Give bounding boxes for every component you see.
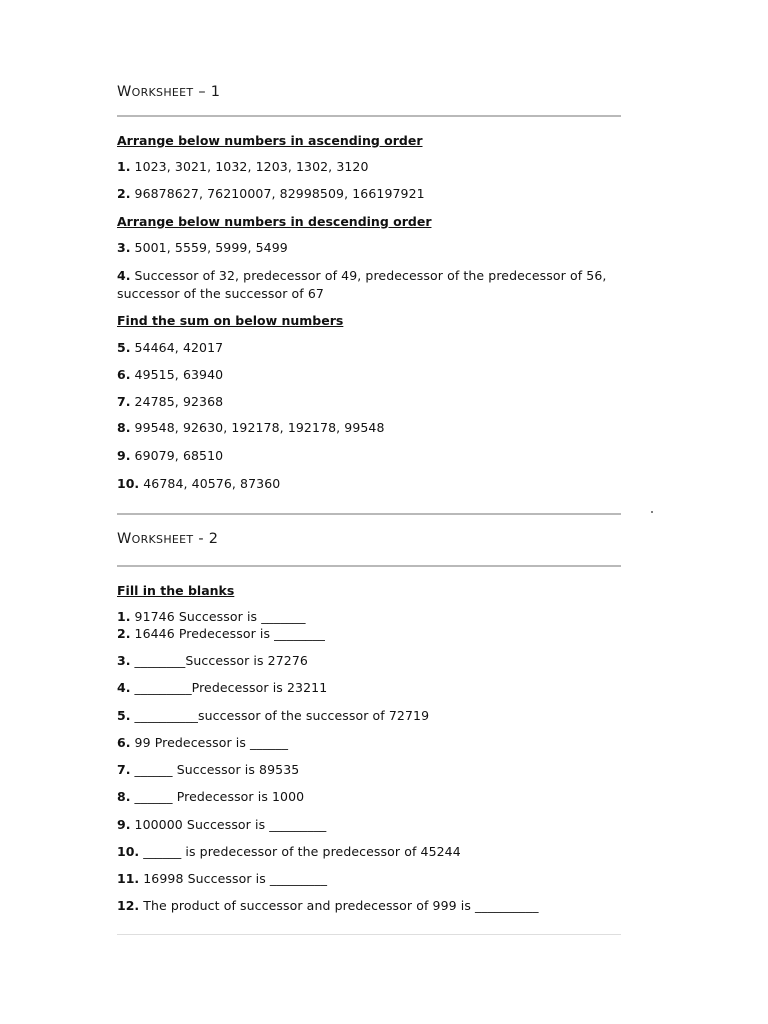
question-9: 9. 69079, 68510: [117, 448, 224, 463]
blank-question-8: 8. ______ Predecessor is 1000: [117, 789, 305, 804]
blank-question-6: 6. 99 Predecessor is ______: [117, 735, 289, 750]
blank-question-3: 3. ________Successor is 27276: [117, 653, 308, 668]
divider: [117, 115, 621, 117]
question-6: 6. 49515, 63940: [117, 367, 224, 382]
blank-question-9: 9. 100000 Successor is _________: [117, 817, 327, 832]
stray-dot: [651, 511, 653, 513]
question-3: 3. 5001, 5559, 5999, 5499: [117, 240, 288, 255]
blank-question-4: 4. _________Predecessor is 23211: [117, 680, 328, 695]
question-1: 1. 1023, 3021, 1032, 1203, 1302, 3120: [117, 159, 369, 174]
blank-question-10: 10. ______ is predecessor of the predecessor of 45244: [117, 844, 461, 859]
blank-question-11: 11. 16998 Successor is _________: [117, 871, 328, 886]
section-title-descending: Arrange below numbers in descending order: [117, 214, 432, 229]
blank-question-12: 12. The product of successor and predecessor of 999 is __________: [117, 898, 539, 913]
divider: [117, 565, 621, 567]
section-title-ascending: Arrange below numbers in ascending order: [117, 133, 423, 148]
section-title-sum: Find the sum on below numbers: [117, 313, 344, 328]
divider: [117, 934, 621, 935]
blank-question-7: 7. ______ Successor is 89535: [117, 762, 300, 777]
section-title-fill-blanks: Fill in the blanks: [117, 583, 235, 598]
blank-question-5: 5. __________successor of the successor of 72719: [117, 708, 430, 723]
question-4: 4. Successor of 32, predecessor of 49, predecessor of the predecessor of 56, successor of the successor of 67: [117, 268, 607, 301]
worksheet-2-title: WORKSHEET - 2: [117, 531, 219, 547]
question-8: 8. 99548, 92630, 192178, 192178, 99548: [117, 420, 385, 435]
divider: [117, 513, 621, 515]
worksheet-1-title: WORKSHEET – 1: [117, 84, 221, 100]
blank-question-1: 1. 91746 Successor is _______: [117, 609, 306, 624]
blank-question-2: 2. 16446 Predecessor is ________: [117, 626, 325, 641]
question-2: 2. 96878627, 76210007, 82998509, 166197921: [117, 186, 425, 201]
question-7: 7. 24785, 92368: [117, 394, 224, 409]
question-5: 5. 54464, 42017: [117, 340, 224, 355]
question-10: 10. 46784, 40576, 87360: [117, 476, 281, 491]
